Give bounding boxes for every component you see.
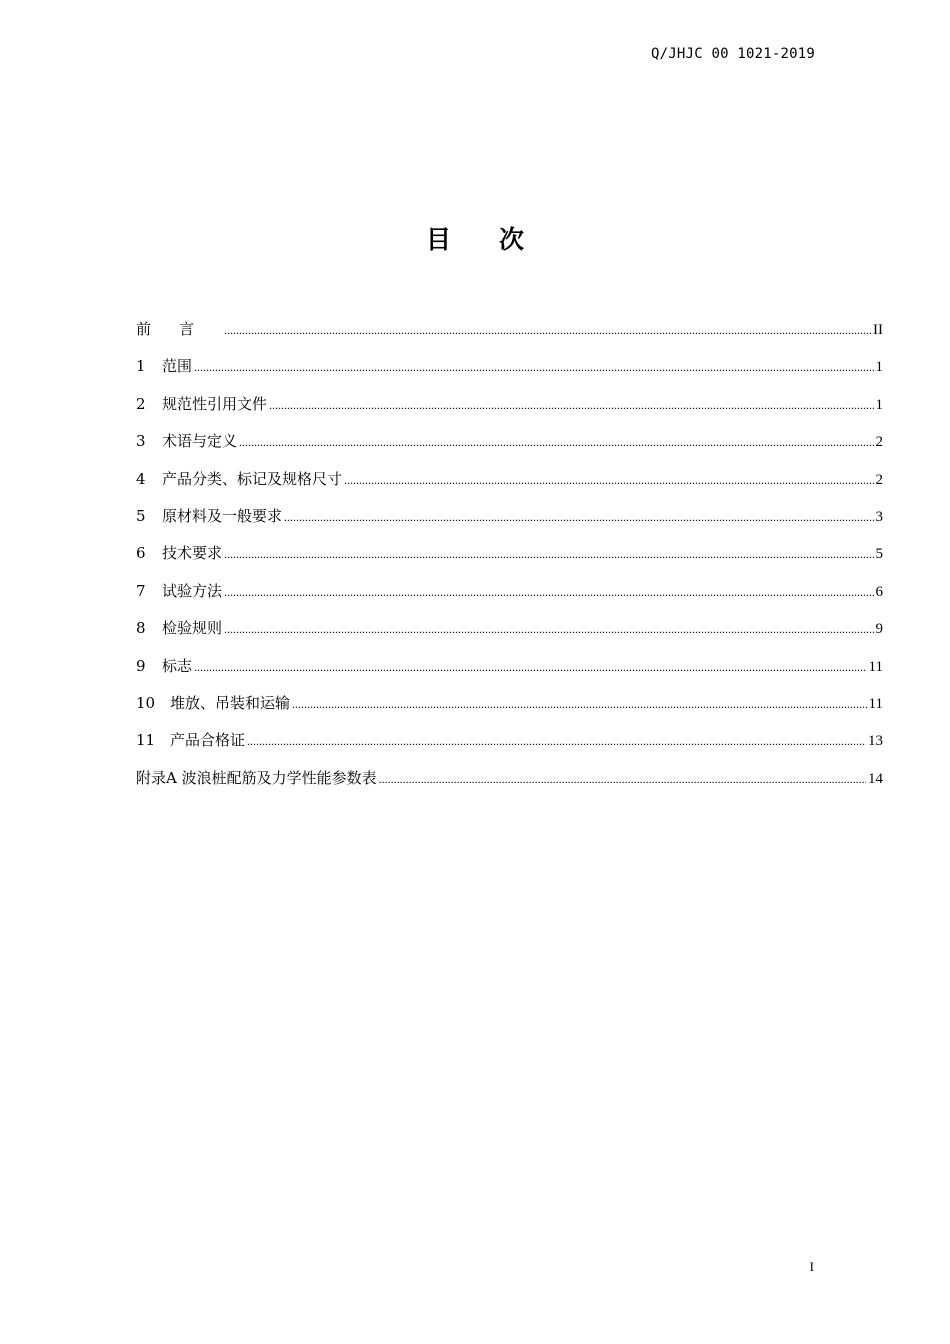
page-title: [0, 220, 950, 256]
toc-entry-label: 附录A 波浪桩配筋及力学性能参数表: [136, 768, 377, 787]
toc-entry-page: 3: [875, 508, 883, 525]
toc-entry-10[interactable]: [136, 692, 883, 729]
toc-entry-page: 13: [868, 733, 883, 750]
toc-entry-label: 产品分类、标记及规格尺寸: [162, 469, 343, 488]
toc-entry-number: 4: [136, 469, 146, 488]
toc-entry-6[interactable]: [136, 542, 883, 579]
toc-entry-page: II: [873, 322, 883, 338]
toc-entry-page: 5: [875, 546, 883, 563]
toc-entry-11[interactable]: [136, 729, 883, 766]
toc-entry-number: 6: [136, 544, 146, 563]
toc-entry-number: 7: [136, 581, 146, 600]
toc-entry-number: 3: [136, 432, 146, 451]
document-code: Q/JHJC 00 1021-2019: [651, 46, 815, 62]
toc-entry-label: 标志: [162, 656, 193, 675]
toc-leader-dots: [379, 772, 866, 787]
title-char-1: 目: [425, 225, 451, 254]
toc-entry-number: 5: [136, 506, 146, 525]
toc-entry-page: 11: [868, 658, 883, 675]
toc-entry-appendix-a[interactable]: [136, 767, 883, 804]
toc-entry-label: 前言: [136, 320, 223, 338]
toc-entry-page: 11: [868, 695, 883, 712]
toc-leader-dots: [224, 622, 873, 637]
toc-entry-4[interactable]: [136, 468, 883, 505]
toc-entry-label: 术语与定义: [162, 432, 238, 451]
toc-entry-page: 2: [875, 471, 883, 488]
toc-entry-5[interactable]: [136, 505, 883, 542]
toc-leader-dots: [194, 360, 873, 375]
toc-entry-label: 产品合格证: [170, 731, 246, 750]
toc-entry-label: 原材料及一般要求: [162, 506, 283, 525]
toc-entry-page: 2: [875, 434, 883, 451]
toc-entry-number: 11: [136, 731, 156, 750]
toc-entry-page: 1: [875, 396, 883, 413]
toc-entry-number: 1: [136, 357, 146, 376]
toc-leader-dots: [194, 660, 867, 675]
toc-entry-page: 6: [875, 583, 883, 600]
toc-entry-9[interactable]: [136, 655, 883, 692]
toc-leader-dots: [284, 510, 873, 525]
toc-entry-number: 8: [136, 619, 146, 638]
toc-entry-page: 9: [875, 621, 883, 638]
toc-entry-number: 10: [136, 693, 156, 712]
toc-entry-label: 规范性引用文件: [162, 394, 268, 413]
toc-entry-label: 技术要求: [162, 544, 223, 563]
title-char-2: 次: [499, 225, 525, 254]
toc-leader-dots: [224, 585, 873, 600]
toc-entry-foreword[interactable]: [136, 318, 883, 355]
toc-leader-dots: [344, 473, 873, 488]
page-number: I: [809, 1259, 814, 1274]
toc-entry-8[interactable]: [136, 617, 883, 654]
toc-leader-dots: [247, 734, 866, 749]
toc-entry-3[interactable]: [136, 430, 883, 467]
toc-entry-7[interactable]: [136, 580, 883, 617]
toc-entry-page: 1: [875, 359, 883, 376]
toc-entry-label: 试验方法: [162, 581, 223, 600]
toc-entry-label: 范围: [162, 357, 193, 376]
toc-entry-2[interactable]: [136, 393, 883, 430]
toc-entry-number: 9: [136, 656, 146, 675]
toc-entry-1[interactable]: [136, 355, 883, 392]
toc-leader-dots: [224, 323, 871, 338]
toc-leader-dots: [224, 547, 873, 562]
toc-entry-label: 检验规则: [162, 619, 223, 638]
toc-leader-dots: [239, 435, 873, 450]
toc-leader-dots: [292, 697, 867, 712]
toc-leader-dots: [269, 398, 873, 413]
table-of-contents: [136, 318, 883, 804]
toc-entry-label: 堆放、吊装和运输: [170, 693, 291, 712]
toc-entry-number: 2: [136, 394, 146, 413]
toc-entry-page: 14: [868, 770, 883, 787]
